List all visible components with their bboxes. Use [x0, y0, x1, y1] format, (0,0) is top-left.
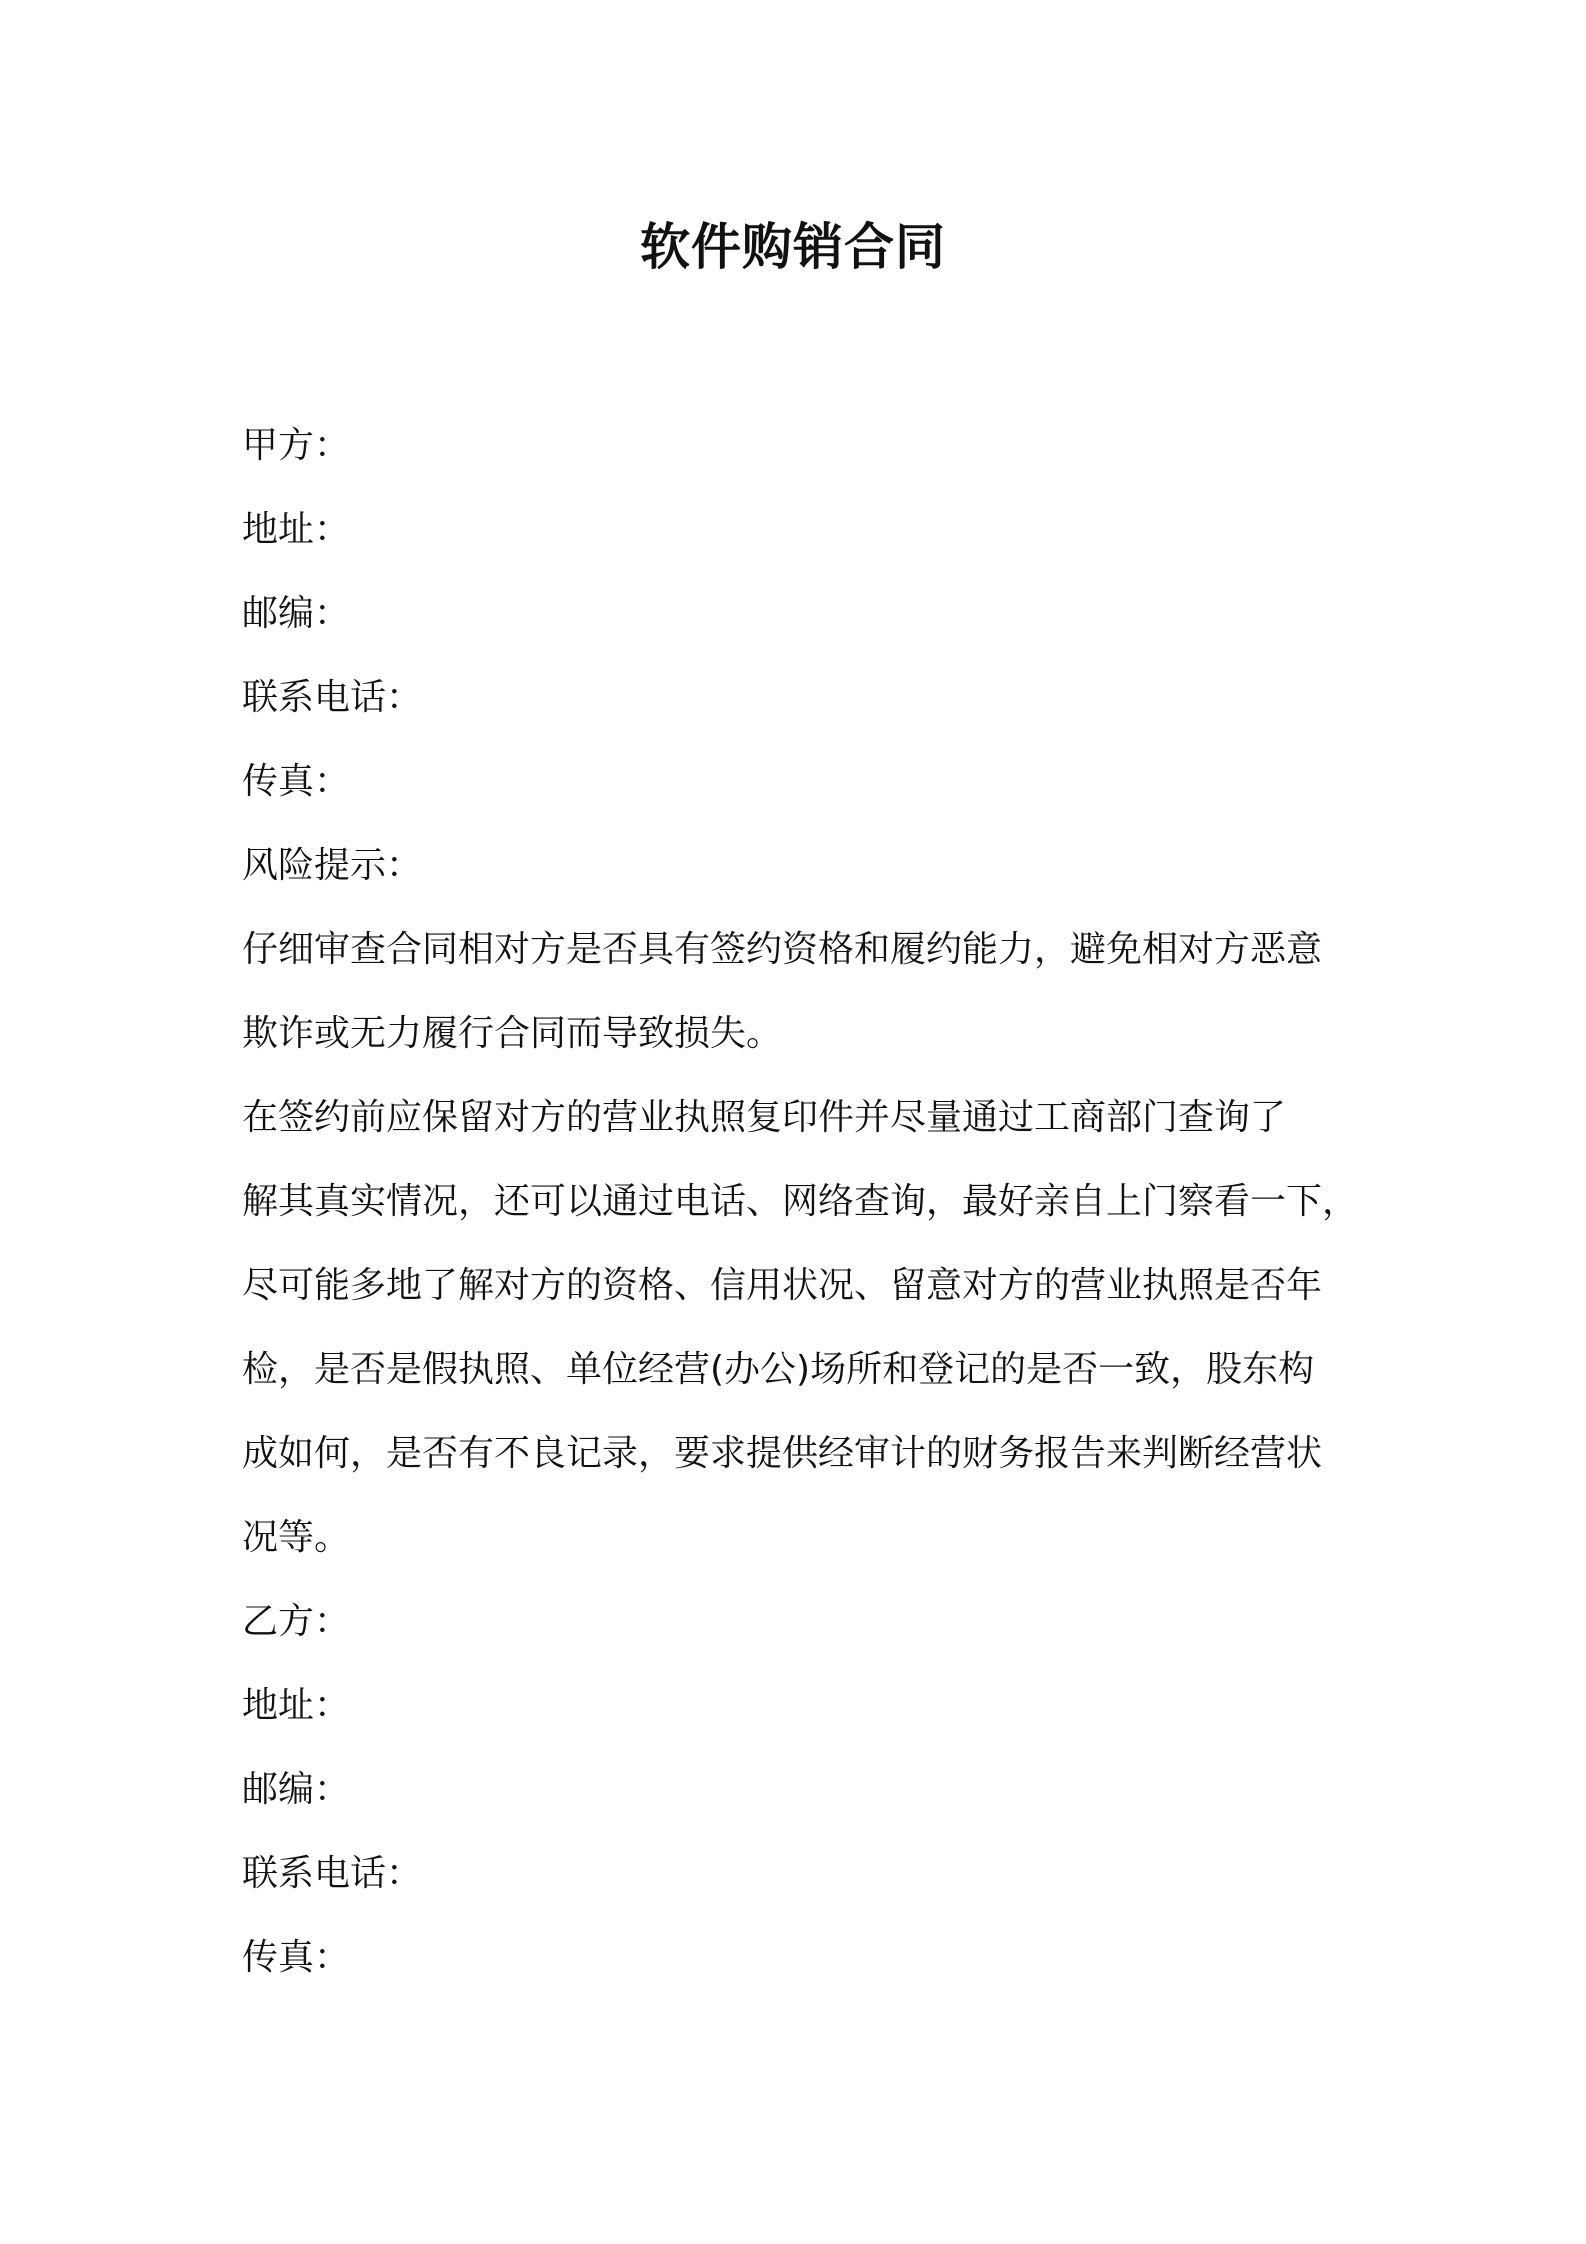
party-a-postcode-label: 邮编：: [242, 593, 351, 634]
risk-text-line: 况等。: [242, 1517, 351, 1558]
risk-text-line: 仔细审查合同相对方是否具有签约资格和履约能力，避免相对方恶意: [242, 929, 1323, 970]
party-a-label: 甲方：: [242, 425, 351, 466]
party-b-address-label: 地址：: [242, 1685, 351, 1726]
risk-text-line: 尽可能多地了解对方的资格、信用状况、留意对方的营业执照是否年: [242, 1265, 1323, 1306]
risk-text-line: 欺诈或无力履行合同而导致损失。: [242, 1013, 783, 1054]
party-a-address-label: 地址：: [242, 509, 351, 550]
risk-heading: 风险提示：: [242, 845, 423, 886]
party-a-phone-label: 联系电话：: [242, 677, 423, 718]
document-body: [242, 404, 1362, 2000]
party-b-postcode-label: 邮编：: [242, 1769, 351, 1810]
risk-text-line: 检，是否是假执照、单位经营(办公)场所和登记的是否一致，股东构: [242, 1349, 1315, 1390]
risk-text-line: 成如何，是否有不良记录，要求提供经审计的财务报告来判断经营状: [242, 1433, 1323, 1474]
document-title: 软件购销合同: [640, 218, 946, 276]
risk-text-line: 解其真实情况，还可以通过电话、网络查询，最好亲自上门察看一下，: [242, 1181, 1359, 1222]
party-b-label: 乙方：: [242, 1601, 351, 1642]
party-b-phone-label: 联系电话：: [242, 1853, 423, 1894]
risk-text-line: 在签约前应保留对方的营业执照复印件并尽量通过工商部门查询了: [242, 1097, 1287, 1138]
party-a-fax-label: 传真：: [242, 761, 351, 802]
party-b-fax-label: 传真：: [242, 1937, 351, 1978]
